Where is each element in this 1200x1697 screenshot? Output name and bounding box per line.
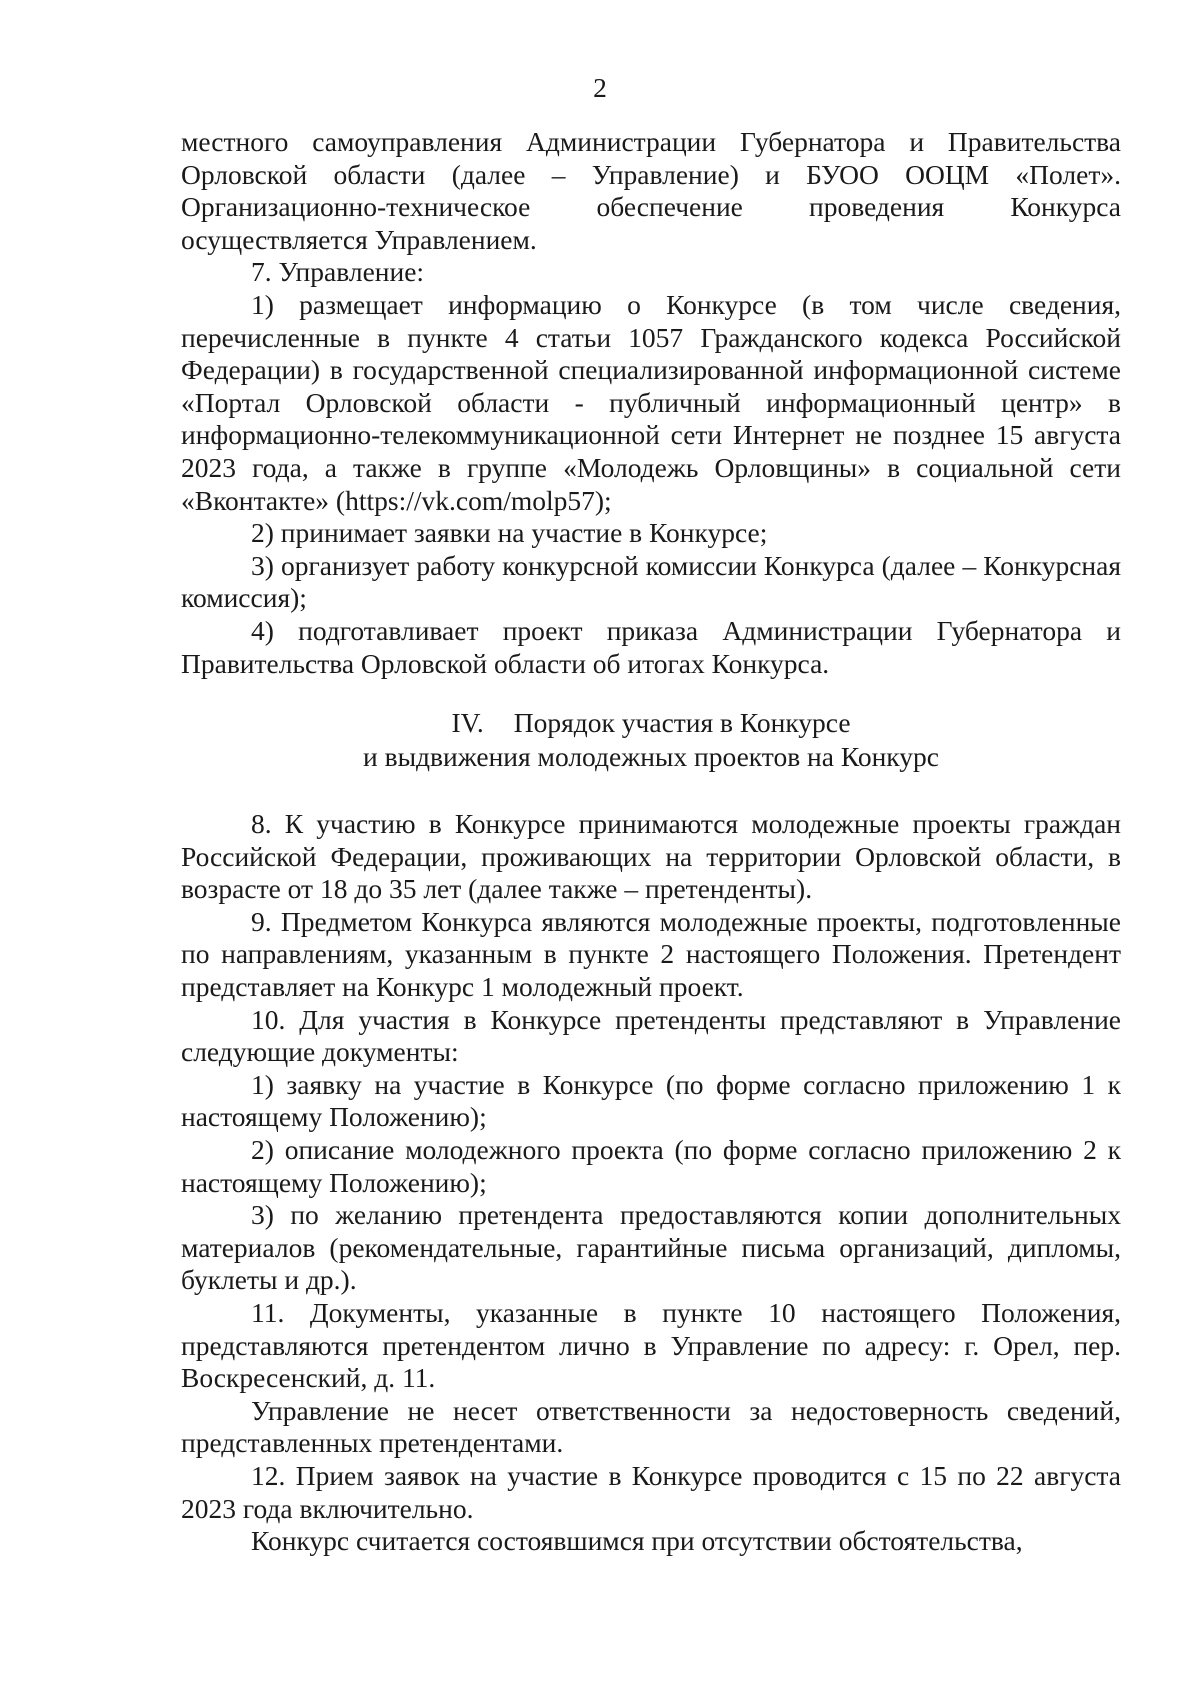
list-item: 1) размещает информацию о Конкурсе (в том числе сведения, перечисленные в пункте 4 статьи 1057 Гражданского кодекса Российской Федерации) в государственной специализированной информационной системе «Портал Орловской области - публичный информационный центр» в информационно-телекоммуникационной сети Интернет не позднее 15 августа 2023 года, а также в группе «Молодежь Орловщины» в социальной сети «Вконтакте» (https://vk.com/molp57);	[181, 288, 1121, 516]
paragraph: Конкурс считается состоявшимся при отсутствии обстоятельства,	[251, 1525, 1023, 1557]
section-title-line-2: и выдвижения молодежных проектов на Конкурс	[363, 741, 939, 773]
page-number: 2	[593, 72, 607, 103]
section-heading	[181, 706, 1121, 774]
list-item: 4) подготавливает проект приказа Администрации Губернатора и Правительства Орловской области об итогах Конкурса.	[181, 614, 1121, 679]
paragraph: Управление не несет ответственности за недостоверность сведений, представленных претендентами.	[181, 1394, 1121, 1459]
paragraph-item-9: 9. Предметом Конкурса являются молодежные проекты, подготовленные по направлениям, указанным в пункте 2 настоящего Положения. Претендент представляет на Конкурс 1 молодежный проект.	[181, 905, 1121, 1003]
paragraph-item-12: 12. Прием заявок на участие в Конкурсе проводится с 15 по 22 августа 2023 года включительно.	[181, 1459, 1121, 1524]
paragraph-item-8: 8. К участию в Конкурсе принимаются молодежные проекты граждан Российской Федерации, проживающих на территории Орловской области, в возрасте от 18 до 35 лет (далее также – претенденты).	[181, 808, 1121, 905]
section-number: IV.	[451, 707, 484, 739]
list-item: 3) организует работу конкурсной комиссии Конкурса (далее – Конкурсная комиссия);	[181, 549, 1121, 614]
paragraph-item-10: 10. Для участия в Конкурсе претенденты представляют в Управление следующие документы:	[181, 1003, 1121, 1068]
list-item: 2) принимает заявки на участие в Конкурсе;	[251, 517, 768, 549]
document-body	[181, 126, 1121, 1558]
section-title-line-1: Порядок участия в Конкурсе	[513, 707, 851, 739]
list-item: 3) по желанию претендента предоставляются копии дополнительных материалов (рекомендательные, гарантийные письма организаций, дипломы, буклеты и др.).	[181, 1199, 1121, 1296]
paragraph-item-7: 7. Управление:	[251, 256, 425, 288]
paragraph-item-11: 11. Документы, указанные в пункте 10 настоящего Положения, представляются претендентом лично в Управление по адресу: г. Орел, пер. Воскресенский, д. 11.	[181, 1297, 1121, 1394]
list-item: 1) заявку на участие в Конкурсе (по форме согласно приложению 1 к настоящему Положению);	[181, 1068, 1121, 1133]
paragraph: местного самоуправления Администрации Губернатора и Правительства Орловской области (далее – Управление) и БУОО ООЦМ «Полет». Организационно-техническое обеспечение проведения Конкурса осуществляется Управлением.	[181, 126, 1121, 255]
list-item: 2) описание молодежного проекта (по форме согласно приложению 2 к настоящему Положению);	[181, 1134, 1121, 1198]
